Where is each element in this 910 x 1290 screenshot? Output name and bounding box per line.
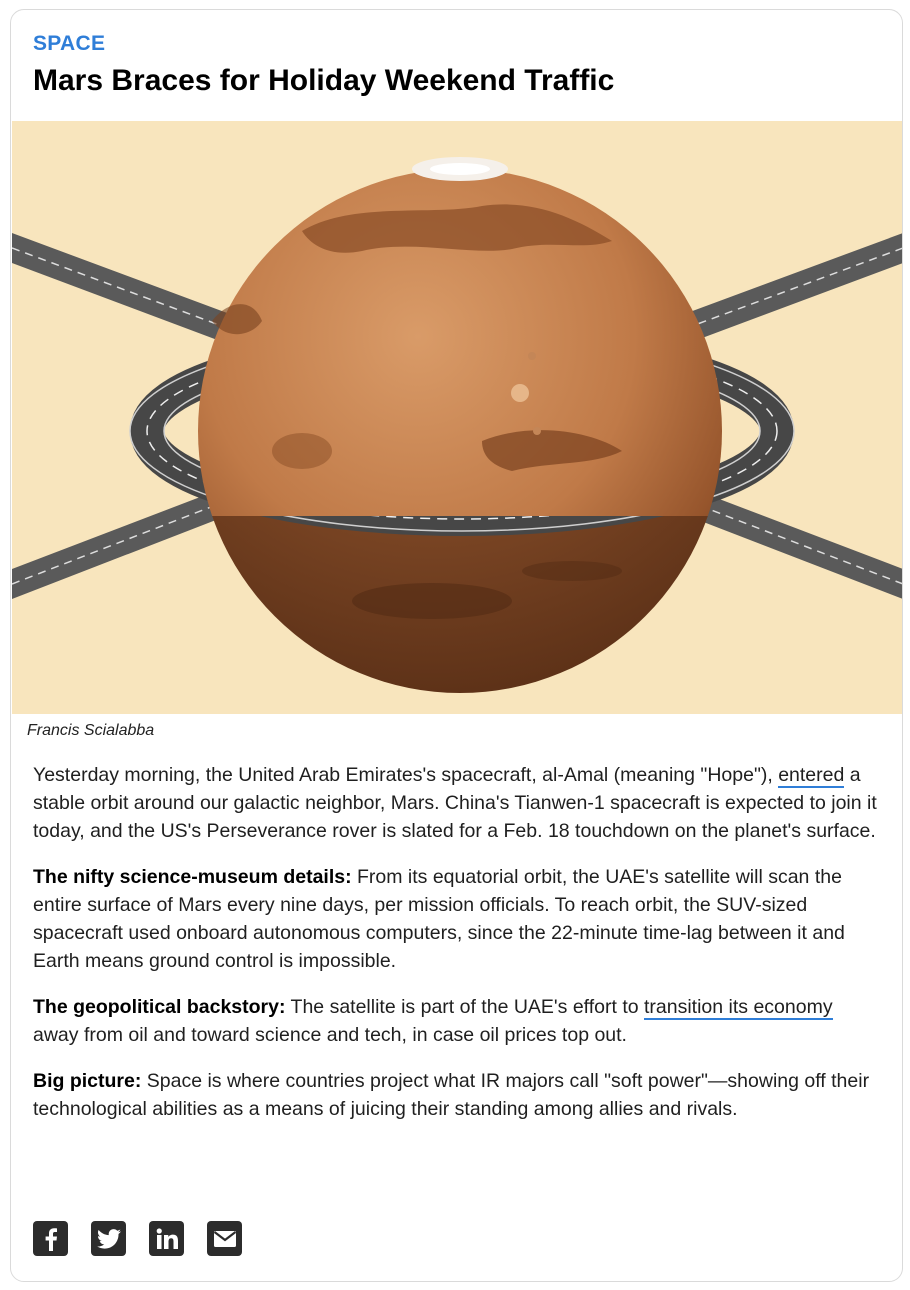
facebook-share-button[interactable] (33, 1221, 68, 1256)
twitter-icon (97, 1229, 121, 1249)
mars-ringed-by-highway-illustration (12, 121, 903, 714)
share-bar (33, 1221, 242, 1256)
paragraph-text: a stable orbit around our galactic neighbor, Mars. China's Tianwen-1 spacecraft is expected to join it today, and the US's Perseverance rover is slated for a Feb. 18 touchdown on the planet's surface. (33, 764, 877, 842)
paragraph-3 (33, 993, 878, 1049)
paragraph-text: away from oil and toward science and tech, in case oil prices top out. (33, 1024, 627, 1046)
article-body (33, 761, 878, 1141)
facebook-icon (41, 1227, 61, 1251)
paragraph-lead: The nifty science-museum details: (33, 866, 352, 888)
paragraph-text: Yesterday morning, the United Arab Emirates's spacecraft, al-Amal (meaning "Hope"), (33, 764, 779, 786)
transition-economy-link[interactable]: transition its economy (644, 996, 833, 1018)
linkedin-share-button[interactable] (149, 1221, 184, 1256)
paragraph-4 (33, 1067, 878, 1123)
email-icon (214, 1231, 236, 1247)
paragraph-1 (33, 761, 878, 845)
image-caption: Francis Scialabba (27, 722, 155, 739)
paragraph-text: From its equatorial orbit, the UAE's satellite will scan the entire surface of Mars every nine days, per mission officials. To reach orbit, the SUV-sized spacecraft used onboard autonomous computers, since the 22-minute time-lag between it and Earth means ground control is impossible. (33, 866, 845, 972)
headline: Mars Braces for Holiday Weekend Traffic (33, 64, 615, 97)
paragraph-lead: Big picture: (33, 1070, 142, 1092)
article-card (10, 9, 903, 1282)
email-share-button[interactable] (207, 1221, 242, 1256)
twitter-share-button[interactable] (91, 1221, 126, 1256)
paragraph-text: Space is where countries project what IR majors call "soft power"—showing off their technological abilities as a means of juicing their standing among allies and rivals. (33, 1070, 870, 1120)
entered-link[interactable]: entered (778, 764, 845, 786)
paragraph-lead: The geopolitical backstory: (33, 996, 286, 1018)
paragraph-text: The satellite is part of the UAE's effort to (285, 996, 644, 1018)
linkedin-icon (156, 1228, 178, 1250)
hero-image (12, 121, 903, 714)
paragraph-2 (33, 863, 878, 975)
category-label[interactable]: SPACE (33, 32, 106, 55)
